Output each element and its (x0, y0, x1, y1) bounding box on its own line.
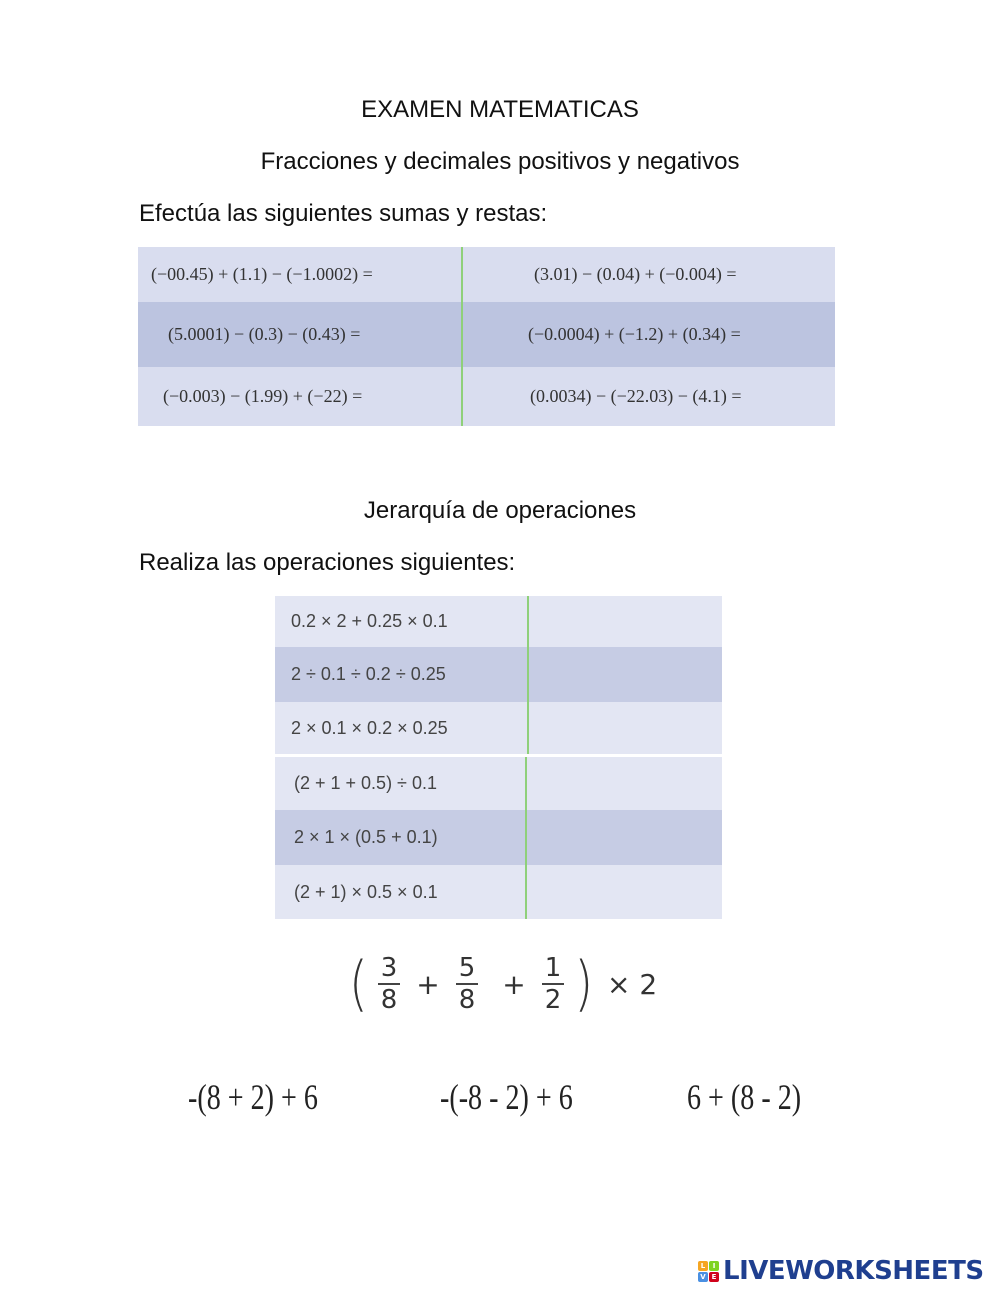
table-row (138, 367, 835, 426)
fraction (378, 953, 401, 1015)
column-divider (525, 757, 527, 919)
logo-letter: L (698, 1261, 708, 1271)
open-paren: ( (349, 949, 368, 1019)
logo-text: LIVEWORKSHEETS (723, 1256, 984, 1286)
denominator: 2 (544, 985, 562, 1015)
column-divider (527, 596, 529, 754)
numerator: 5 (458, 953, 476, 983)
table-row (275, 702, 722, 754)
table-row (275, 865, 722, 919)
bottom-expression: -(8 + 2) + 6 (188, 1077, 318, 1117)
expression-cell: (−0.003) − (1.99) + (−22) = (163, 386, 363, 406)
table-row (275, 596, 722, 647)
expression-cell: (−00.45) + (1.1) − (−1.0002) = (151, 264, 373, 284)
exam-subtitle: Fracciones y decimales positivos y negativos (260, 148, 740, 175)
table-row (275, 810, 722, 865)
logo-letter: V (698, 1272, 708, 1282)
expression-cell: (5.0001) − (0.3) − (0.43) = (168, 324, 361, 344)
operation-expression: 2 ÷ 0.1 ÷ 0.2 ÷ 0.25 (291, 664, 446, 684)
fraction (542, 953, 565, 1015)
numerator: 1 (544, 953, 562, 983)
bottom-expression: 6 + (8 - 2) (687, 1077, 802, 1117)
table-row (275, 757, 722, 810)
instruction-sums: Efectúa las siguientes sumas y restas: (139, 200, 548, 227)
expression-cell: (3.01) − (0.04) + (−0.004) = (534, 264, 737, 284)
liveworksheets-logo (698, 1256, 984, 1286)
instruction-operations: Realiza las operaciones siguientes: (139, 549, 516, 576)
operation-expression: 2 × 0.1 × 0.2 × 0.25 (291, 717, 448, 738)
logo-letter: I (709, 1261, 719, 1271)
plus-sign: + (416, 967, 440, 1001)
table-row (138, 247, 835, 302)
section-heading: Jerarquía de operaciones (363, 497, 637, 524)
table-row (138, 302, 835, 367)
table-row (275, 647, 722, 702)
multiplier: × 2 (607, 967, 658, 1001)
logo-letter: E (709, 1272, 719, 1282)
fraction-expression (345, 948, 667, 1020)
operation-expression: (2 + 1) × 0.5 × 0.1 (294, 881, 438, 902)
numerator: 3 (380, 953, 398, 983)
close-paren: ) (574, 949, 594, 1019)
operation-expression: (2 + 1 + 0.5) ÷ 0.1 (294, 773, 437, 793)
denominator: 8 (458, 985, 476, 1015)
column-divider (461, 247, 463, 426)
plus-sign: + (502, 967, 526, 1001)
operation-expression: 0.2 × 2 + 0.25 × 0.1 (291, 611, 448, 631)
expression-cell: (−0.0004) + (−1.2) + (0.34) = (528, 324, 741, 344)
sums-table (138, 247, 835, 426)
expression-cell: (0.0034) − (−22.03) − (4.1) = (530, 386, 742, 406)
exam-title: EXAMEN MATEMATICAS (361, 96, 639, 123)
operation-expression: 2 × 1 × (0.5 + 0.1) (294, 827, 438, 847)
bottom-expression: -(-8 - 2) + 6 (440, 1077, 573, 1117)
fraction (456, 953, 479, 1015)
denominator: 8 (380, 985, 398, 1015)
logo-mark-icon (698, 1261, 719, 1282)
